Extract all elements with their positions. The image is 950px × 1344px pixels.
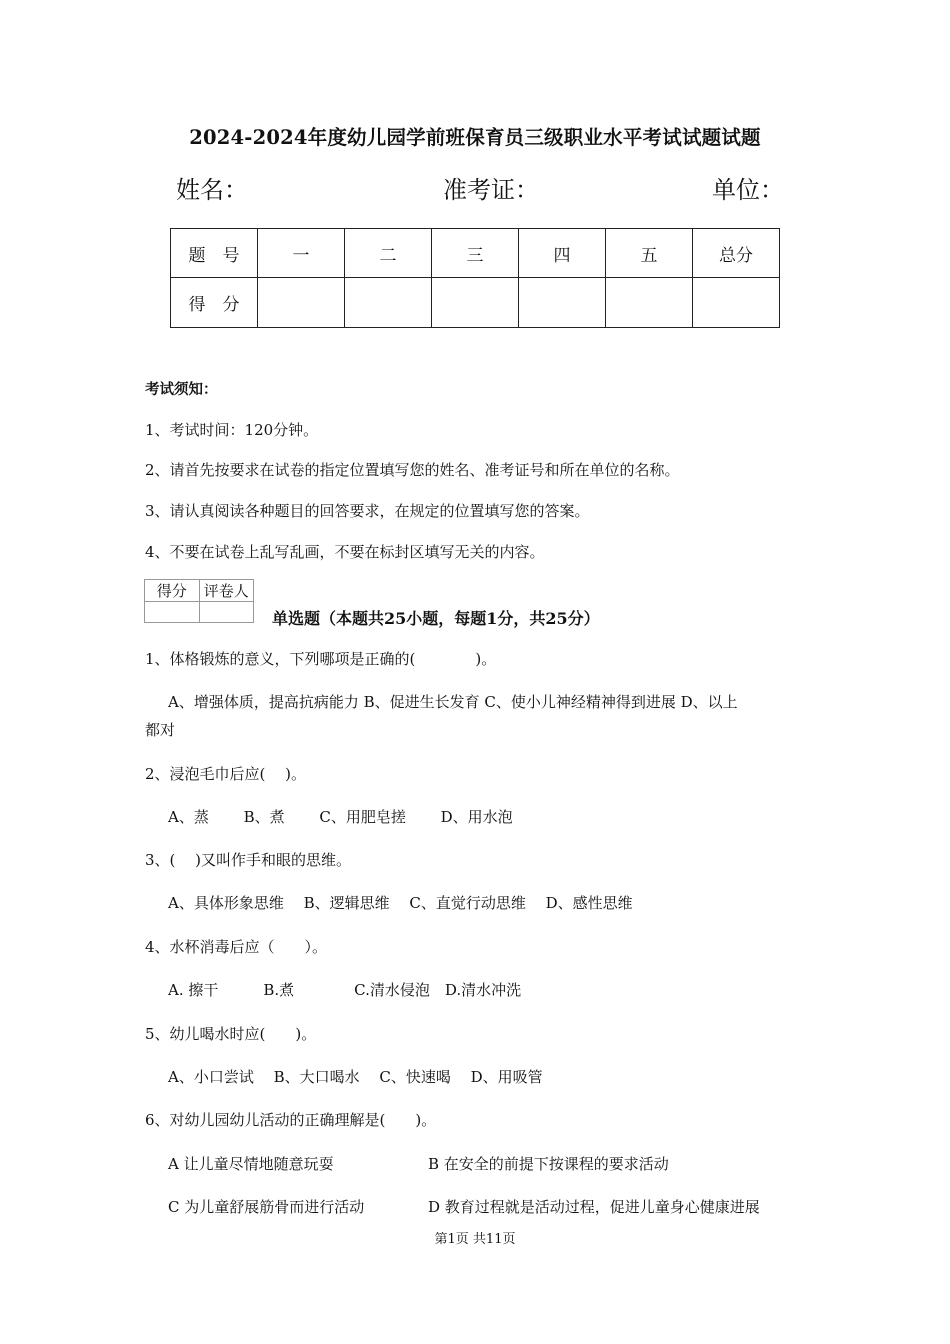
notice-item-4: 4、不要在试卷上乱写乱画，不要在标封区填写无关的内容。 (145, 543, 545, 561)
notice-heading: 考试须知： (145, 381, 218, 398)
score-row-label: 得 分 (171, 278, 258, 328)
question-3: 3、( )又叫作手和眼的思维。 (145, 851, 352, 869)
question-1: 1、体格锻炼的意义，下列哪项是正确的( )。 (145, 650, 497, 668)
exam-number-label: 准考证： (443, 176, 539, 204)
page-footer: 第1页 共11页 (434, 1232, 516, 1247)
score-cell-1 (258, 278, 345, 328)
question-4-options: A. 擦干 B.煮 C.清水侵泡 D.清水冲洗 (168, 981, 522, 999)
score-cell-5 (606, 278, 693, 328)
question-6-option-b: B 在安全的前提下按课程的要求活动 (428, 1155, 669, 1173)
notice-item-3: 3、请认真阅读各种题目的回答要求，在规定的位置填写您的答案。 (145, 502, 590, 520)
question-5: 5、幼儿喝水时应( )。 (145, 1025, 317, 1043)
score-cell-4 (519, 278, 606, 328)
question-6-option-d: D 教育过程就是活动过程，促进儿童身心健康进展 (428, 1198, 760, 1216)
score-table (170, 228, 780, 328)
question-3-options: A、具体形象思维 B、逻辑思维 C、直觉行动思维 D、感性思维 (168, 894, 633, 912)
score-header-1: 一 (258, 229, 345, 278)
question-4: 4、水杯消毒后应（ ）。 (145, 938, 328, 956)
question-1-options: A、增强体质，提高抗病能力 B、促进生长发育 C、使小儿神经精神得到进展 D、以上 (168, 693, 738, 711)
score-header-label: 题 号 (171, 229, 258, 278)
grader-score-cell (145, 602, 200, 623)
score-header-3: 三 (432, 229, 519, 278)
score-cell-2 (345, 278, 432, 328)
score-table-score-row (171, 278, 780, 328)
score-cell-3 (432, 278, 519, 328)
question-6-option-c: C 为儿童舒展筋骨而进行活动 (168, 1198, 365, 1216)
name-label: 姓名： (176, 176, 248, 204)
question-6: 6、对幼儿园幼儿活动的正确理解是( )。 (145, 1111, 437, 1129)
question-6-option-a: A 让儿童尽情地随意玩耍 (168, 1155, 334, 1173)
question-5-options: A、小口尝试 B、大口喝水 C、快速喝 D、用吸管 (168, 1068, 543, 1086)
question-2: 2、浸泡毛巾后应( )。 (145, 765, 307, 783)
score-table-header-row (171, 229, 780, 278)
question-2-options: A、蒸 B、煮 C、用肥皂搓 D、用水泡 (168, 808, 513, 826)
score-cell-total (693, 278, 780, 328)
score-header-2: 二 (345, 229, 432, 278)
section-title: 单选题（本题共25小题，每题1分，共25分） (272, 609, 600, 628)
page-title: 2024-2024年度幼儿园学前班保育员三级职业水平考试试题试题 (189, 126, 761, 149)
notice-item-1: 1、考试时间：120分钟。 (145, 421, 319, 439)
unit-label: 单位： (712, 176, 784, 204)
score-header-total: 总分 (693, 229, 780, 278)
notice-item-2: 2、请首先按要求在试卷的指定位置填写您的姓名、准考证号和所在单位的名称。 (145, 461, 680, 479)
grader-box (144, 579, 254, 623)
score-header-5: 五 (606, 229, 693, 278)
grader-reviewer-label: 评卷人 (199, 580, 254, 602)
score-header-4: 四 (519, 229, 606, 278)
question-1-options-wrap: 都对 (145, 721, 176, 739)
grader-reviewer-cell (199, 602, 254, 623)
grader-score-label: 得分 (145, 580, 200, 602)
